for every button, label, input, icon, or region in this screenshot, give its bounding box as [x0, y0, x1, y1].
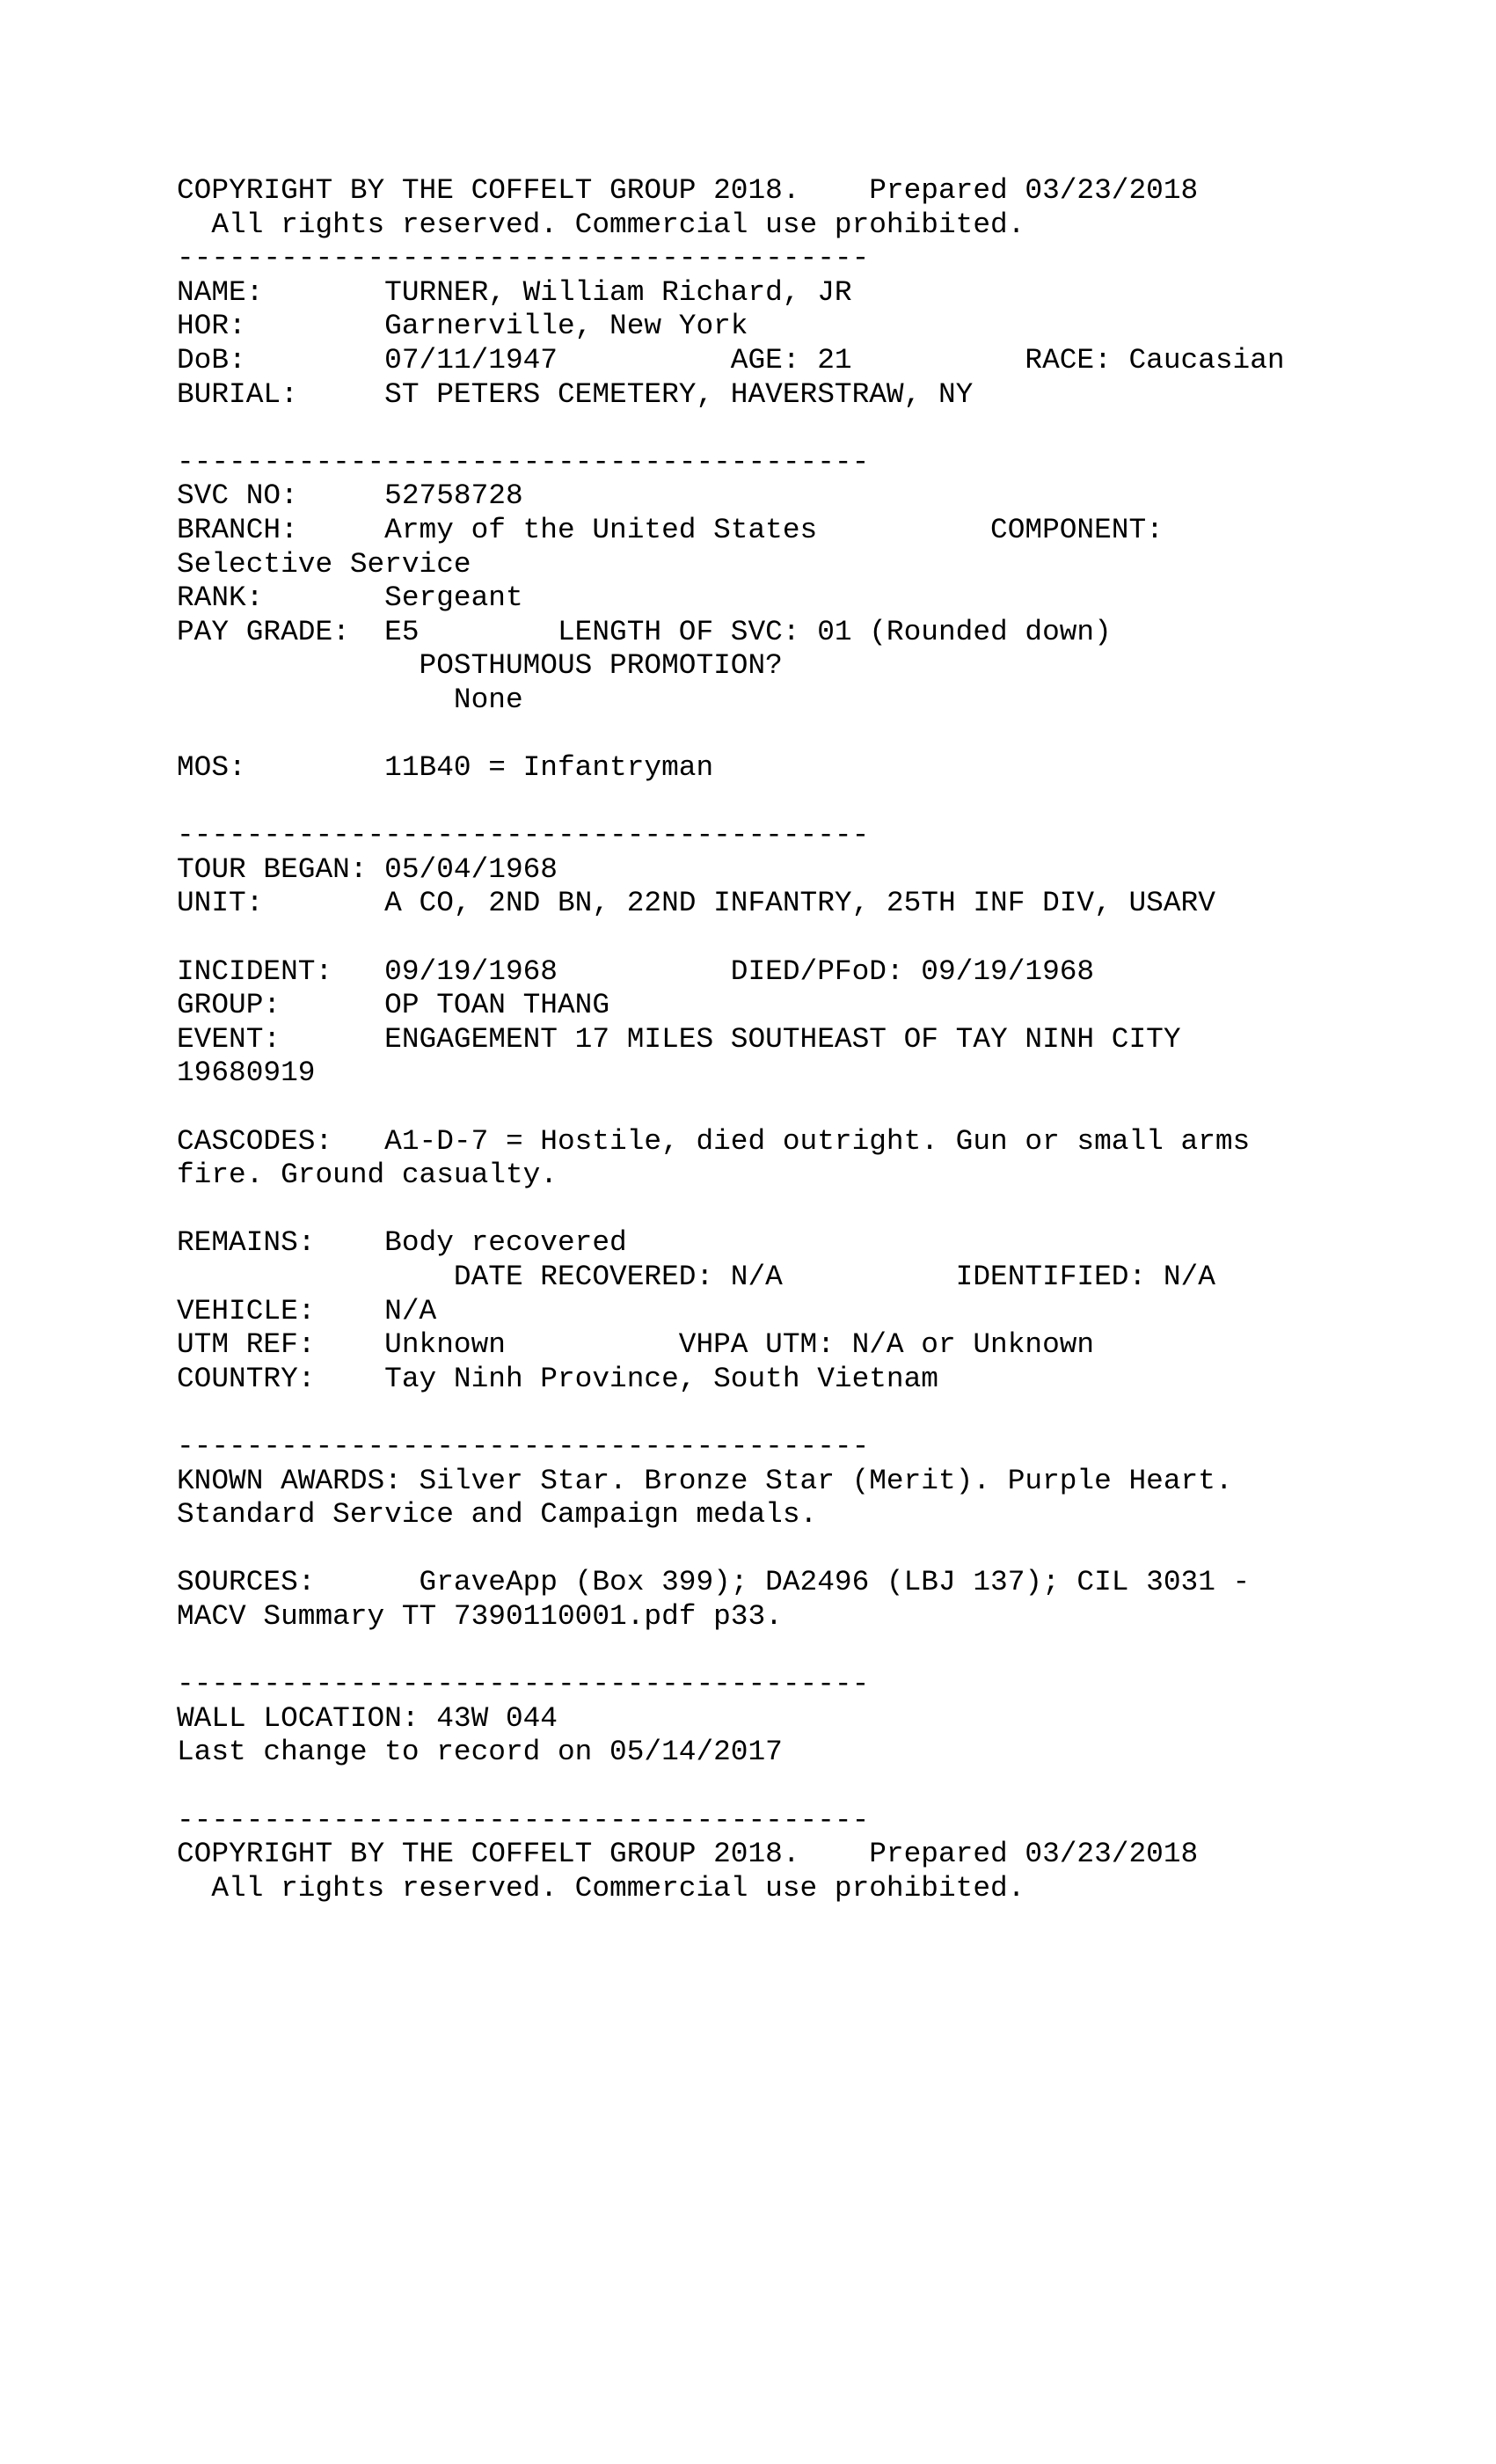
- field-wall-location: WALL LOCATION: 43W 044: [177, 1701, 558, 1735]
- field-hor: HOR: Garnerville, New York: [177, 310, 748, 343]
- blank-1: [177, 412, 1285, 446]
- divider-2: ----------------------------------------: [177, 445, 870, 479]
- blank-10: [177, 1770, 1285, 1804]
- field-posthumous-promotion: POSTHUMOUS PROMOTION?: [177, 649, 783, 683]
- field-event-wrap: 19680919: [177, 1057, 316, 1090]
- field-branch-component: BRANCH: Army of the United States COMPONENT:: [177, 513, 1164, 546]
- line-copyright-rights: All rights reserved. Commercial use prohibited.: [177, 208, 1025, 241]
- field-burial: BURIAL: ST PETERS CEMETERY, HAVERSTRAW, NY: [177, 377, 974, 411]
- blank-9: [177, 1634, 1285, 1669]
- field-cascodes: CASCODES: A1-D-7 = Hostile, died outright. Gun or small arms: [177, 1124, 1251, 1158]
- line-copyright-footer-rights: All rights reserved. Commercial use prohibited.: [177, 1871, 1025, 1905]
- field-known-awards: KNOWN AWARDS: Silver Star. Bronze Star (Merit). Purple Heart.: [177, 1464, 1233, 1497]
- field-incident-died-pfod: INCIDENT: 09/19/1968 DIED/PFoD: 09/19/1968: [177, 954, 1095, 988]
- field-mos: MOS: 11B40 = Infantryman: [177, 751, 714, 785]
- field-remains: REMAINS: Body recovered: [177, 1226, 627, 1260]
- field-component-wrap: Selective Service: [177, 547, 471, 581]
- divider-6: ----------------------------------------: [177, 1803, 870, 1837]
- divider-4: ----------------------------------------: [177, 1429, 870, 1463]
- field-date-recovered-identified: DATE RECOVERED: N/A IDENTIFIED: N/A: [177, 1261, 1215, 1293]
- field-posthumous-promotion-value: None: [177, 683, 523, 716]
- field-rank: RANK: Sergeant: [177, 581, 523, 615]
- field-sources-wrap: MACV Summary TT 7390110001.pdf p33.: [177, 1599, 783, 1633]
- blank-6: [177, 1193, 1285, 1227]
- field-sources: SOURCES: GraveApp (Box 399); DA2496 (LBJ 137); CIL 3031 -: [177, 1566, 1251, 1599]
- field-event: EVENT: ENGAGEMENT 17 MILES SOUTHEAST OF TAY NINH CITY: [177, 1022, 1181, 1056]
- field-known-awards-wrap: Standard Service and Campaign medals.: [177, 1498, 818, 1532]
- blank-4: [177, 921, 1285, 955]
- casualty-record-document: [177, 174, 1285, 1905]
- field-svc-no: SVC NO: 52758728: [177, 479, 523, 513]
- divider-3: ----------------------------------------: [177, 819, 870, 852]
- field-cascodes-wrap: fire. Ground casualty.: [177, 1159, 558, 1192]
- field-name: NAME: TURNER, William Richard, JR: [177, 275, 852, 309]
- line-copyright-footer: COPYRIGHT BY THE COFFELT GROUP 2018. Prepared 03/23/2018: [177, 1838, 1199, 1871]
- blank-7: [177, 1396, 1285, 1430]
- blank-2: [177, 718, 1285, 752]
- field-vehicle: VEHICLE: N/A: [177, 1294, 437, 1327]
- divider-1: ----------------------------------------: [177, 242, 870, 275]
- field-dob-age-race: DoB: 07/11/1947 AGE: 21 RACE: Caucasian: [177, 343, 1285, 377]
- field-country: COUNTRY: Tay Ninh Province, South Vietnam: [177, 1362, 938, 1395]
- blank-8: [177, 1532, 1285, 1567]
- field-last-change: Last change to record on 05/14/2017: [177, 1736, 783, 1769]
- field-group: GROUP: OP TOAN THANG: [177, 989, 610, 1022]
- blank-5: [177, 1091, 1285, 1125]
- blank-3: [177, 786, 1285, 820]
- line-copyright-header: COPYRIGHT BY THE COFFELT GROUP 2018. Prepared 03/23/2018: [177, 174, 1199, 207]
- field-tour-began: TOUR BEGAN: 05/04/1968: [177, 852, 558, 886]
- field-unit: UNIT: A CO, 2ND BN, 22ND INFANTRY, 25TH INF DIV, USARV: [177, 887, 1215, 920]
- field-pay-grade-length-of-svc: PAY GRADE: E5 LENGTH OF SVC: 01 (Rounded down): [177, 615, 1112, 648]
- field-utm-ref-vhpa-utm: UTM REF: Unknown VHPA UTM: N/A or Unknown: [177, 1328, 1095, 1362]
- divider-5: ----------------------------------------: [177, 1668, 870, 1701]
